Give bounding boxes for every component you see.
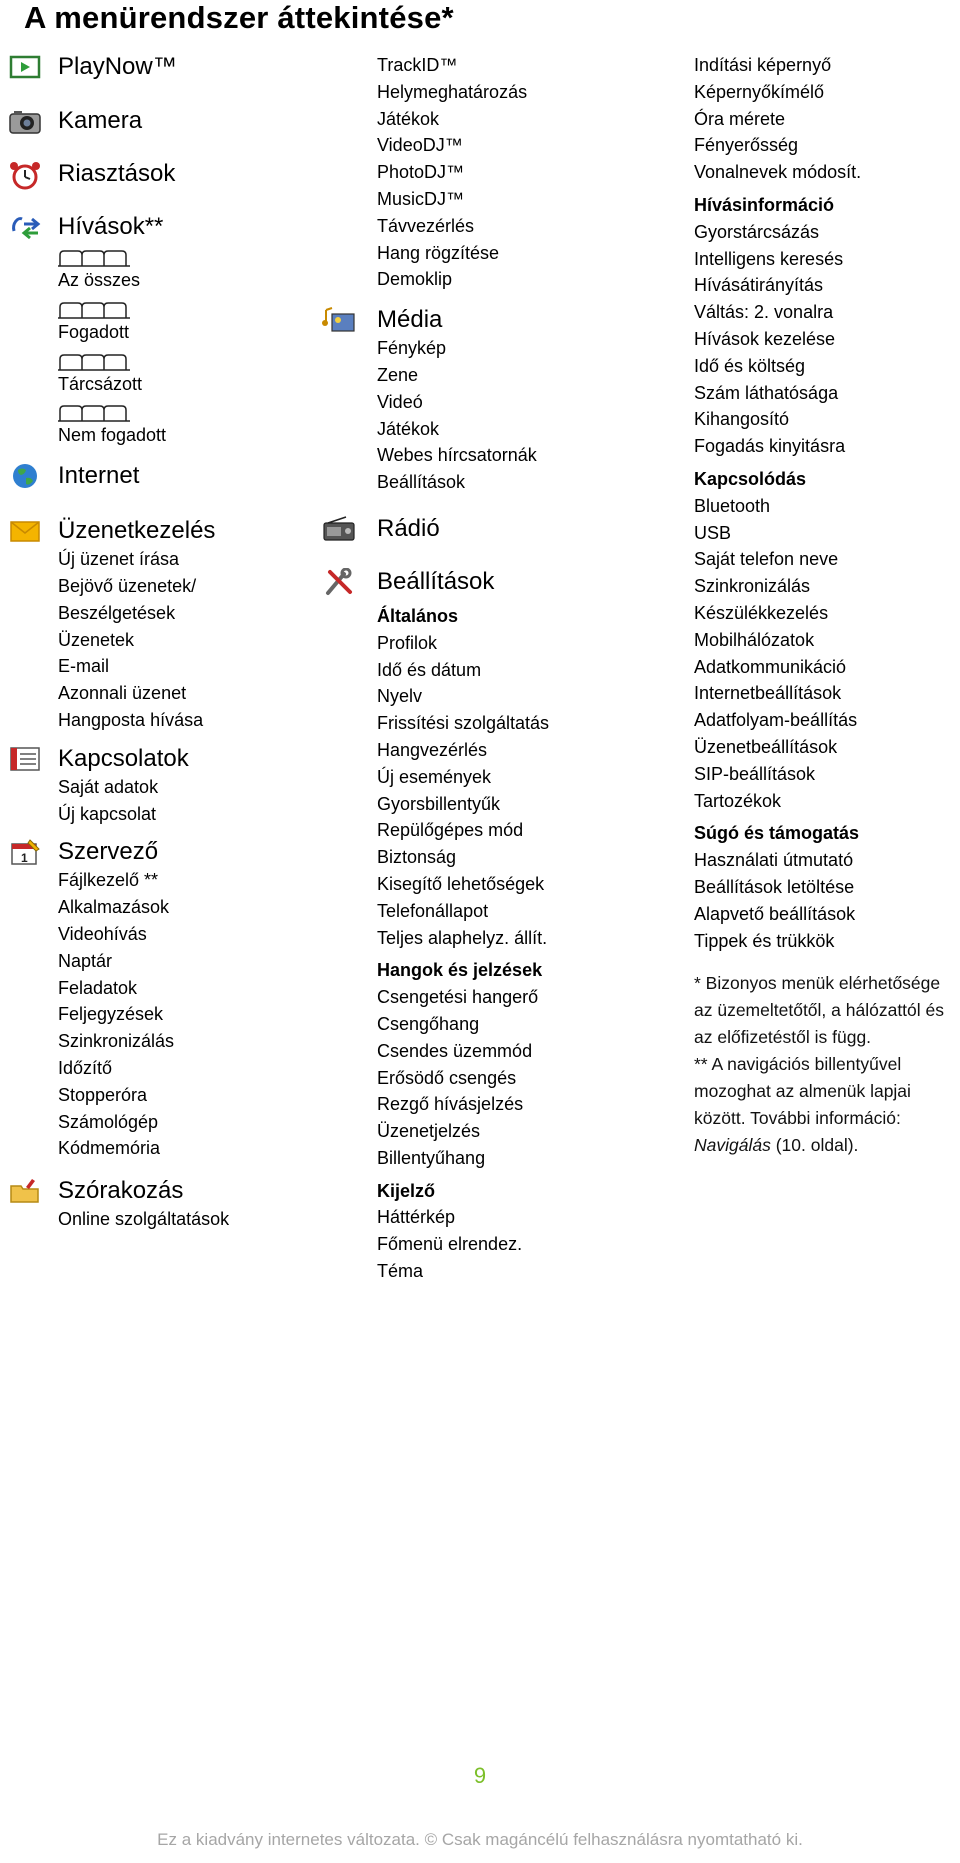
call-tabs-dialled-icon bbox=[58, 353, 130, 371]
settings-item: Indítási képernyő bbox=[694, 55, 832, 75]
menu-settings bbox=[320, 567, 650, 1285]
settings-item: Kisegítő lehetőségek bbox=[377, 873, 545, 894]
settings-subheading-help: Súgó és támogatás bbox=[694, 823, 860, 844]
menu-column-2 bbox=[320, 52, 650, 1285]
footnotes bbox=[690, 970, 960, 1159]
menu-organizer bbox=[0, 837, 340, 1162]
calls-tab-all: Az összes bbox=[58, 270, 141, 290]
settings-item: Csengőhang bbox=[377, 1013, 480, 1034]
settings-item: SIP-beállítások bbox=[694, 763, 816, 784]
settings-item: Adatfolyam-beállítás bbox=[694, 710, 858, 731]
call-tabs-answered-icon bbox=[58, 301, 130, 319]
menu-heading-messaging: Üzenetkezelés bbox=[58, 517, 216, 545]
settings-item: Mobilhálózatok bbox=[694, 629, 815, 650]
footnote-line: ** A navigációs billentyűvel bbox=[694, 1054, 902, 1075]
messaging-item: Azonnali üzenet bbox=[58, 683, 187, 704]
settings-item: Fényerősség bbox=[694, 135, 799, 156]
messaging-item: Bejövő üzenetek/ bbox=[58, 575, 197, 596]
display-continued bbox=[690, 52, 960, 186]
entertainment-item: VideoDJ™ bbox=[377, 135, 463, 156]
playnow-icon bbox=[8, 53, 42, 81]
settings-item: Szám láthatósága bbox=[694, 382, 839, 403]
settings-item: Szinkronizálás bbox=[694, 576, 811, 597]
menu-heading-camera: Kamera bbox=[58, 107, 143, 134]
footnote-line: * Bizonyos menük elérhetősége bbox=[694, 973, 941, 994]
messaging-item: Üzenetek bbox=[58, 629, 135, 650]
settings-item: Erősödő csengés bbox=[377, 1067, 517, 1088]
settings-item: Hívásátirányítás bbox=[694, 275, 824, 296]
menu-heading-internet: Internet bbox=[58, 462, 140, 490]
menu-heading-organizer: Szervező bbox=[58, 838, 159, 866]
settings-item: Vonalnevek módosít. bbox=[694, 162, 862, 183]
entertainment-folder-icon bbox=[8, 1177, 42, 1205]
settings-calls bbox=[690, 192, 960, 460]
settings-item: Frissítési szolgáltatás bbox=[377, 713, 550, 734]
settings-item: Használati útmutató bbox=[694, 850, 854, 871]
settings-help bbox=[690, 820, 960, 954]
tools-icon bbox=[322, 568, 356, 596]
footnote-line: között. További információ: bbox=[694, 1108, 901, 1129]
settings-item: Csendes üzemmód bbox=[377, 1040, 533, 1061]
organizer-item: Stopperóra bbox=[58, 1084, 148, 1105]
settings-subheading-connectivity: Kapcsolódás bbox=[694, 468, 807, 489]
call-tabs-all-icon bbox=[58, 249, 130, 267]
menu-heading-media: Média bbox=[377, 306, 443, 334]
settings-item: Óra mérete bbox=[694, 108, 786, 129]
calls-tab-answered: Fogadott bbox=[58, 321, 130, 342]
calls-tab-dialled: Tárcsázott bbox=[58, 373, 143, 394]
media-item: Fénykép bbox=[377, 338, 447, 359]
settings-item: Képernyőkímélő bbox=[694, 81, 825, 102]
media-item: Webes hírcsatornák bbox=[377, 445, 537, 466]
settings-sounds bbox=[320, 957, 650, 1171]
entertainment-item: Online szolgáltatások bbox=[58, 1209, 230, 1230]
menu-messaging bbox=[0, 516, 340, 734]
media-item: Beállítások bbox=[377, 472, 466, 493]
footer-notice: Ez a kiadvány internetes változata. © Csak magáncélú felhasználásra nyomtatható ki. bbox=[157, 1830, 803, 1849]
menu-playnow bbox=[0, 52, 340, 106]
entertainment-item: Játékok bbox=[377, 108, 440, 129]
entertainment-item: PhotoDJ™ bbox=[377, 162, 465, 183]
menu-radio bbox=[320, 514, 650, 567]
globe-icon bbox=[8, 462, 42, 490]
settings-item: Fogadás kinyitásra bbox=[694, 436, 846, 457]
settings-item: Intelligens keresés bbox=[694, 248, 844, 269]
organizer-item: Alkalmazások bbox=[58, 897, 170, 918]
settings-item: Telefonállapot bbox=[377, 900, 489, 921]
settings-item: Váltás: 2. vonalra bbox=[694, 302, 834, 323]
messaging-item: Hangposta hívása bbox=[58, 709, 204, 730]
alarm-clock-icon bbox=[8, 158, 42, 190]
calls-arrows-icon bbox=[8, 213, 42, 241]
media-item: Játékok bbox=[377, 418, 440, 439]
media-item: Videó bbox=[377, 391, 423, 412]
settings-item: Bluetooth bbox=[694, 495, 771, 516]
menu-heading-alarms: Riasztások bbox=[58, 160, 176, 187]
messaging-item: Beszélgetések bbox=[58, 602, 176, 623]
page-reference: (10. oldal). bbox=[770, 1135, 859, 1156]
menu-camera bbox=[0, 106, 340, 159]
menu-media bbox=[320, 305, 650, 496]
organizer-item: Számológép bbox=[58, 1111, 159, 1132]
menu-column-3 bbox=[690, 52, 960, 1159]
settings-item: USB bbox=[694, 522, 732, 543]
settings-general bbox=[320, 603, 650, 951]
navigation-reference-link[interactable]: Navigálás bbox=[694, 1135, 771, 1156]
menu-heading-playnow: PlayNow™ bbox=[58, 53, 177, 80]
settings-item: Új események bbox=[377, 766, 492, 787]
settings-item: Tartozékok bbox=[694, 790, 782, 811]
media-item: Zene bbox=[377, 364, 419, 385]
settings-item: Beállítások letöltése bbox=[694, 876, 855, 897]
entertainment-item: MusicDJ™ bbox=[377, 188, 465, 209]
organizer-calendar-icon bbox=[8, 838, 42, 866]
footnote-reference bbox=[690, 1132, 960, 1159]
footnote-line: mozoghat az almenük lapjai bbox=[694, 1081, 911, 1102]
camera-icon bbox=[8, 107, 42, 135]
settings-item: Főmenü elrendez. bbox=[377, 1234, 523, 1255]
settings-item: Háttérkép bbox=[377, 1207, 456, 1228]
settings-item: Nyelv bbox=[377, 686, 423, 707]
menu-column-1 bbox=[0, 52, 340, 1233]
settings-item: Rezgő hívásjelzés bbox=[377, 1094, 524, 1115]
menu-calls bbox=[0, 212, 340, 449]
settings-connectivity bbox=[690, 466, 960, 814]
calls-tab-missed: Nem fogadott bbox=[58, 425, 167, 446]
settings-subheading-general: Általános bbox=[377, 605, 459, 626]
organizer-item: Naptár bbox=[58, 950, 113, 971]
organizer-item: Videohívás bbox=[58, 923, 147, 944]
settings-item: Biztonság bbox=[377, 847, 457, 868]
menu-heading-contacts: Kapcsolatok bbox=[58, 744, 189, 772]
menu-heading-entertainment: Szórakozás bbox=[58, 1177, 184, 1205]
envelope-icon bbox=[8, 517, 42, 545]
settings-display bbox=[320, 1178, 650, 1285]
settings-item: Üzenetbeállítások bbox=[694, 736, 838, 757]
organizer-item: Szinkronizálás bbox=[58, 1031, 175, 1052]
settings-item: Teljes alaphelyz. állít. bbox=[377, 927, 548, 948]
contacts-item: Saját adatok bbox=[58, 776, 159, 797]
radio-icon bbox=[322, 515, 356, 543]
entertainment-item: Hang rögzítése bbox=[377, 242, 500, 263]
settings-item: Csengetési hangerő bbox=[377, 987, 539, 1008]
page-title: A menürendszer áttekintése* bbox=[24, 0, 454, 35]
menu-heading-calls: Hívások** bbox=[58, 213, 164, 240]
footnote-line: az előfizetéstől is függ. bbox=[694, 1027, 872, 1048]
entertainment-continued bbox=[320, 52, 650, 293]
settings-item: Készülékkezelés bbox=[694, 602, 829, 623]
settings-item: Tippek és trükkök bbox=[694, 930, 835, 951]
settings-item: Idő és dátum bbox=[377, 659, 482, 680]
organizer-item: Feladatok bbox=[58, 977, 138, 998]
organizer-item: Kódmemória bbox=[58, 1138, 161, 1159]
media-icon bbox=[322, 306, 356, 334]
menu-internet bbox=[0, 461, 340, 513]
menu-contacts bbox=[0, 744, 340, 828]
settings-item: Hívások kezelése bbox=[694, 328, 836, 349]
settings-subheading-calls: Hívásinformáció bbox=[694, 194, 835, 215]
menu-alarms bbox=[0, 159, 340, 212]
settings-item: Gyorsbillentyűk bbox=[377, 793, 501, 814]
settings-item: Billentyűhang bbox=[377, 1147, 486, 1168]
svg-text:1: 1 bbox=[21, 851, 28, 866]
settings-item: Téma bbox=[377, 1261, 424, 1282]
contacts-item: Új kapcsolat bbox=[58, 803, 157, 824]
organizer-item: Feljegyzések bbox=[58, 1004, 164, 1025]
settings-subheading-sounds: Hangok és jelzések bbox=[377, 960, 543, 981]
organizer-item: Időzítő bbox=[58, 1057, 113, 1078]
settings-item: Adatkommunikáció bbox=[694, 656, 847, 677]
page-number: 9 bbox=[473, 1763, 487, 1788]
menu-heading-radio: Rádió bbox=[377, 514, 440, 542]
footnote-line: az üzemeltetőtől, a hálózattól és bbox=[694, 1000, 945, 1021]
settings-item: Profilok bbox=[377, 632, 438, 653]
menu-heading-settings: Beállítások bbox=[377, 567, 495, 595]
settings-item: Üzenetjelzés bbox=[377, 1121, 481, 1142]
settings-item: Internetbeállítások bbox=[694, 683, 842, 704]
settings-item: Hangvezérlés bbox=[377, 739, 488, 760]
entertainment-item: Távvezérlés bbox=[377, 215, 475, 236]
call-tabs-missed-icon bbox=[58, 404, 130, 422]
settings-item: Gyorstárcsázás bbox=[694, 221, 820, 242]
settings-item: Repülőgépes mód bbox=[377, 820, 524, 841]
address-book-icon bbox=[8, 745, 42, 773]
entertainment-item: TrackID™ bbox=[377, 55, 458, 75]
settings-item: Saját telefon neve bbox=[694, 549, 839, 570]
settings-subheading-display: Kijelző bbox=[377, 1180, 436, 1201]
menu-entertainment bbox=[0, 1176, 340, 1233]
settings-item: Idő és költség bbox=[694, 355, 806, 376]
messaging-item: Új üzenet írása bbox=[58, 549, 180, 570]
entertainment-item: Helymeghatározás bbox=[377, 81, 528, 102]
settings-item: Alapvető beállítások bbox=[694, 903, 856, 924]
organizer-item: Fájlkezelő ** bbox=[58, 870, 159, 891]
entertainment-item: Demoklip bbox=[377, 269, 453, 290]
messaging-item: E-mail bbox=[58, 656, 110, 677]
settings-item: Kihangosító bbox=[694, 409, 790, 430]
